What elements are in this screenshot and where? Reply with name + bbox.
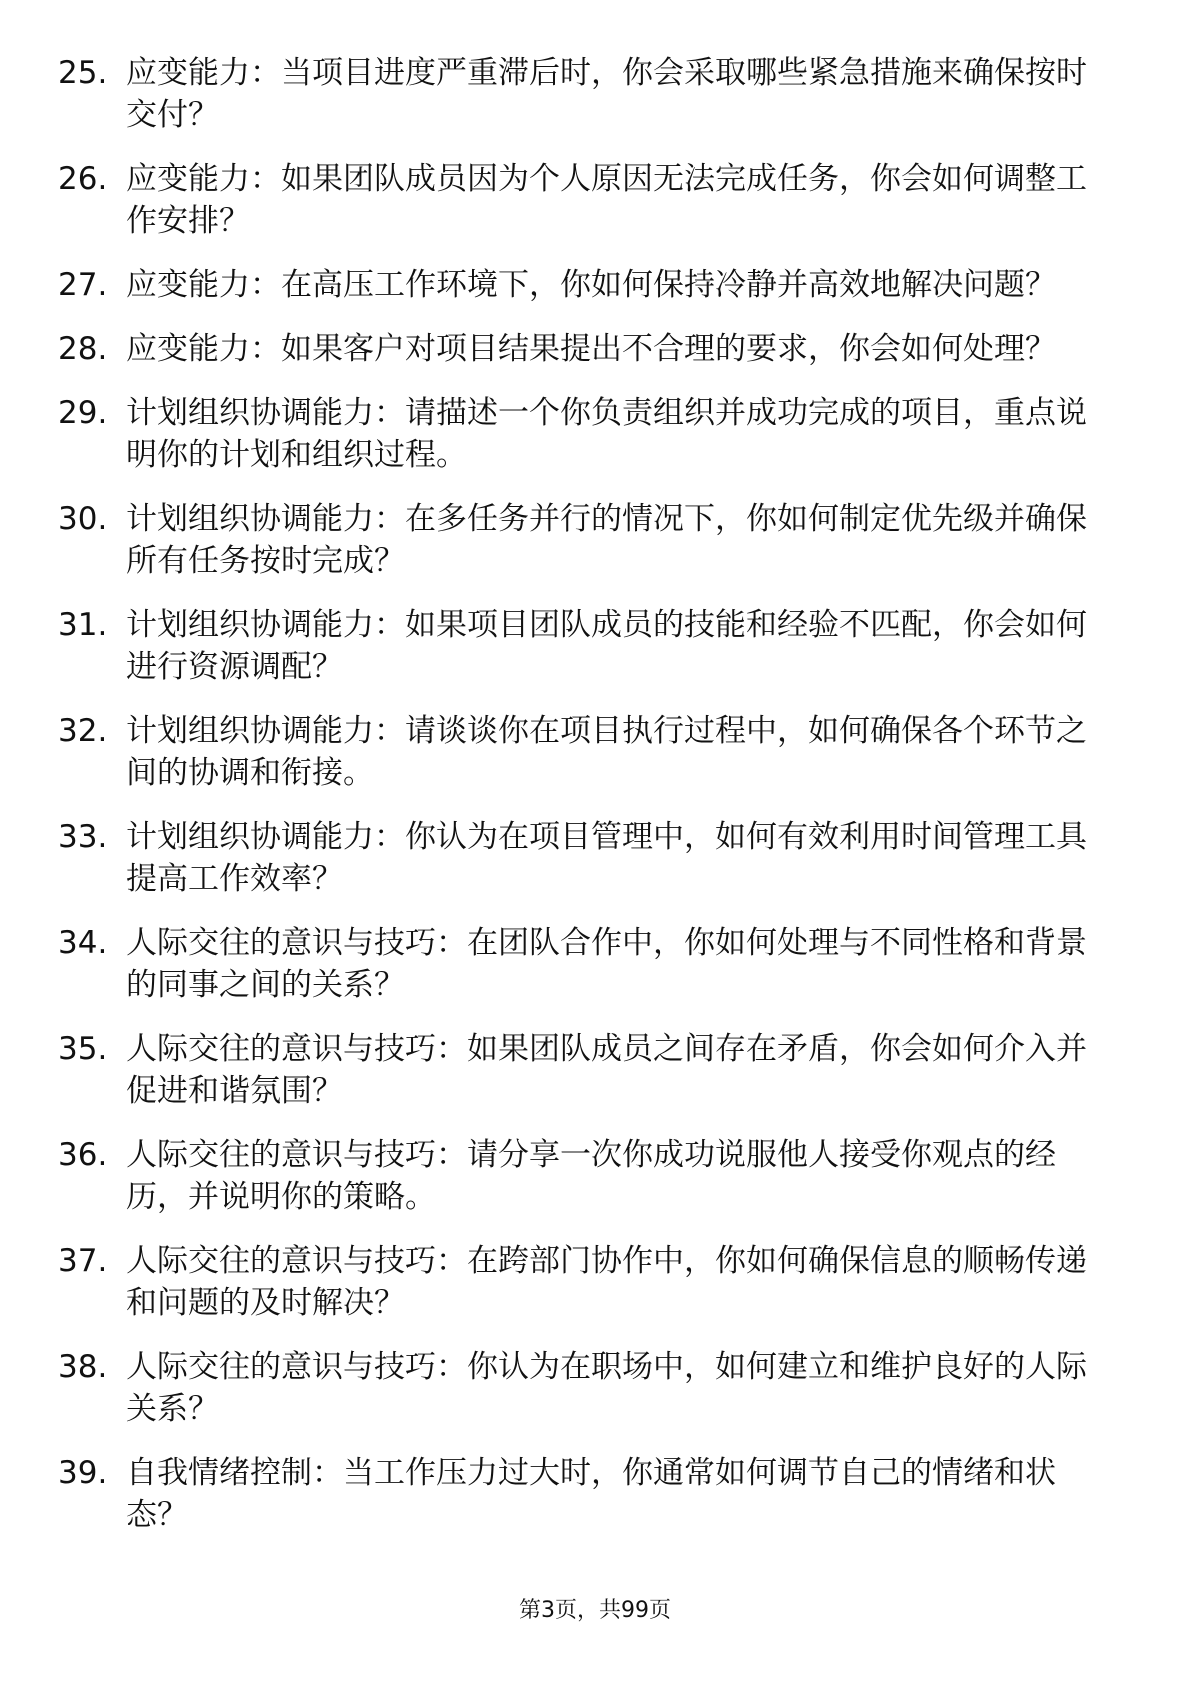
- question-number: 38.: [58, 1349, 108, 1385]
- question-number: 32.: [58, 713, 108, 749]
- question-text: 计划组织协调能力：你认为在项目管理中，如何有效利用时间管理工具提高工作效率？: [126, 819, 1087, 897]
- question-item: [58, 1240, 1108, 1324]
- question-item: [58, 498, 1108, 582]
- question-text: 应变能力：如果团队成员因为个人原因无法完成任务，你会如何调整工作安排？: [126, 161, 1087, 239]
- question-number: 29.: [58, 395, 108, 431]
- question-item: [58, 710, 1108, 794]
- question-item: [58, 922, 1108, 1006]
- question-item: [58, 52, 1108, 136]
- question-number: 31.: [58, 607, 108, 643]
- question-item: [58, 1028, 1108, 1112]
- question-item: [58, 1346, 1108, 1430]
- question-item: [58, 604, 1108, 688]
- question-text: 计划组织协调能力：在多任务并行的情况下，你如何制定优先级并确保所有任务按时完成？: [126, 501, 1087, 579]
- question-text: 人际交往的意识与技巧：你认为在职场中，如何建立和维护良好的人际关系？: [126, 1349, 1087, 1427]
- question-number: 34.: [58, 925, 108, 961]
- question-number: 35.: [58, 1031, 108, 1067]
- question-number: 39.: [58, 1455, 108, 1491]
- question-item: [58, 1452, 1108, 1536]
- question-text: 应变能力：如果客户对项目结果提出不合理的要求，你会如何处理？: [126, 331, 1056, 367]
- question-number: 27.: [58, 267, 108, 303]
- question-text: 应变能力：在高压工作环境下，你如何保持冷静并高效地解决问题？: [126, 267, 1056, 303]
- question-number: 37.: [58, 1243, 108, 1279]
- question-number: 28.: [58, 331, 108, 367]
- question-number: 30.: [58, 501, 108, 537]
- question-text: 自我情绪控制：当工作压力过大时，你通常如何调节自己的情绪和状态？: [126, 1455, 1056, 1533]
- question-text: 人际交往的意识与技巧：在团队合作中，你如何处理与不同性格和背景的同事之间的关系？: [126, 925, 1087, 1003]
- question-item: [58, 816, 1108, 900]
- question-item: [58, 1134, 1108, 1218]
- question-text: 计划组织协调能力：请谈谈你在项目执行过程中，如何确保各个环节之间的协调和衔接。: [126, 713, 1087, 791]
- page-number-label: 第3页，共99页: [519, 1598, 671, 1623]
- question-list: [58, 52, 1108, 1558]
- question-text: 应变能力：当项目进度严重滞后时，你会采取哪些紧急措施来确保按时交付？: [126, 55, 1087, 133]
- question-number: 33.: [58, 819, 108, 855]
- question-text: 人际交往的意识与技巧：请分享一次你成功说服他人接受你观点的经历，并说明你的策略。: [126, 1137, 1056, 1215]
- question-item: [58, 328, 1108, 370]
- question-number: 36.: [58, 1137, 108, 1173]
- question-item: [58, 158, 1108, 242]
- question-text: 计划组织协调能力：如果项目团队成员的技能和经验不匹配，你会如何进行资源调配？: [126, 607, 1087, 685]
- question-text: 计划组织协调能力：请描述一个你负责组织并成功完成的项目，重点说明你的计划和组织过程。: [126, 395, 1087, 473]
- question-number: 26.: [58, 161, 108, 197]
- page-footer: [0, 1596, 1190, 1626]
- question-text: 人际交往的意识与技巧：如果团队成员之间存在矛盾，你会如何介入并促进和谐氛围？: [126, 1031, 1087, 1109]
- question-text: 人际交往的意识与技巧：在跨部门协作中，你如何确保信息的顺畅传递和问题的及时解决？: [126, 1243, 1087, 1321]
- question-number: 25.: [58, 55, 108, 91]
- question-item: [58, 264, 1108, 306]
- question-item: [58, 392, 1108, 476]
